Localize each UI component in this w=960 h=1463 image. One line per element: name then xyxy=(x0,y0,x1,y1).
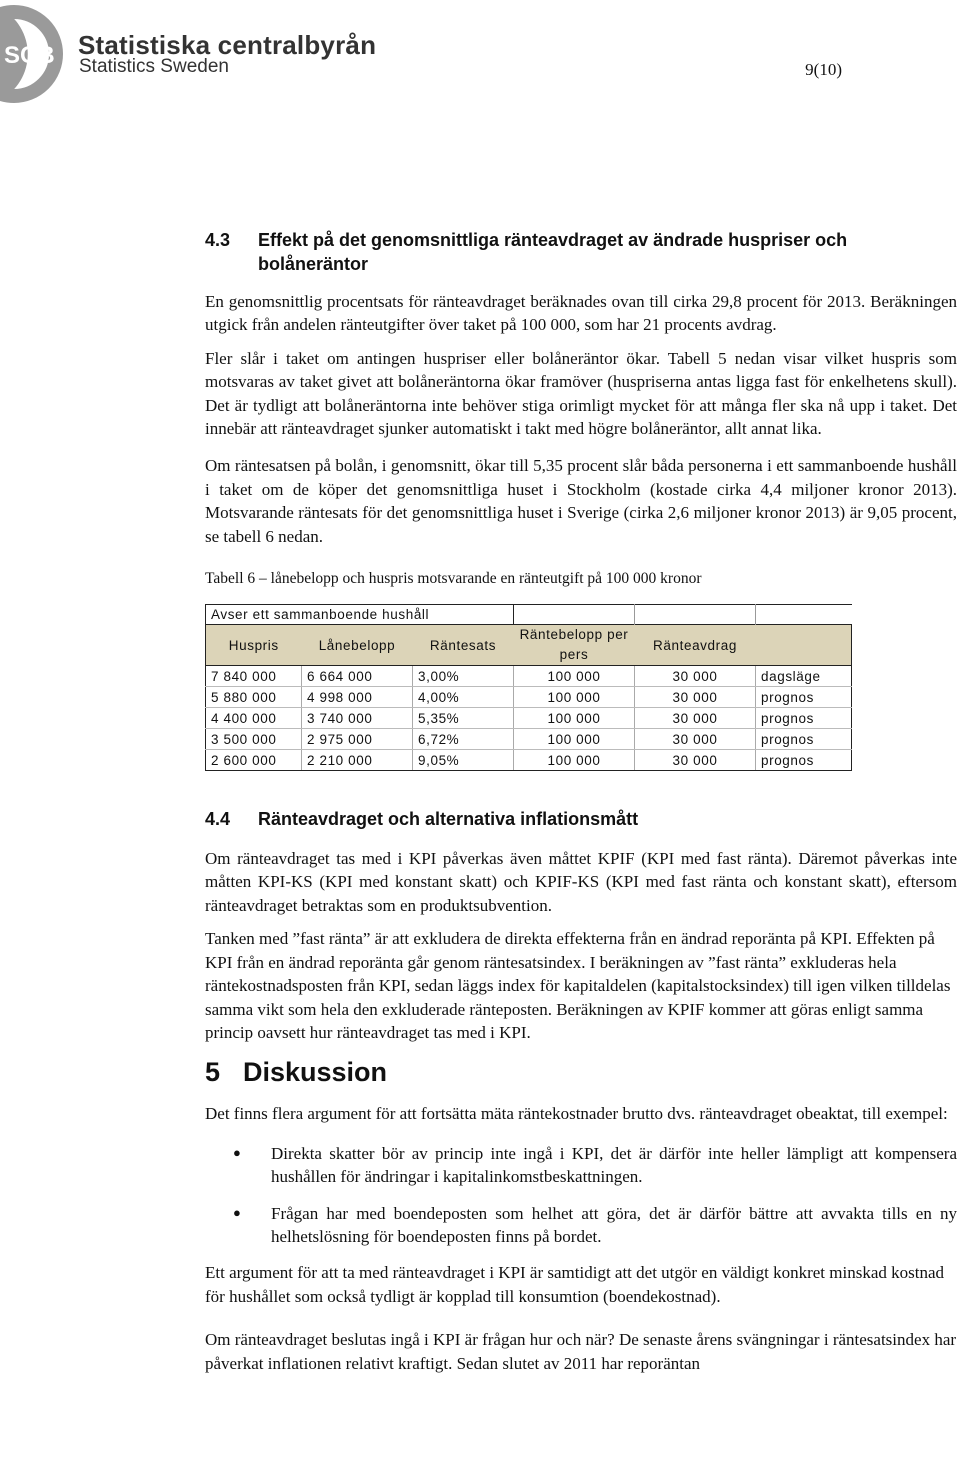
table-cell: 30 000 xyxy=(635,750,756,771)
table-cell: 5 880 000 xyxy=(206,687,302,708)
table-cell: 4 400 000 xyxy=(206,708,302,729)
page-number: 9(10) xyxy=(805,60,842,79)
table-cell: 2 600 000 xyxy=(206,750,302,771)
paragraph: Om ränteavdraget tas med i KPI påverkas även måttet KPIF (KPI med fast ränta). Däremot påverkas inte måtten KPI-KS (KPI med konstant skatt) och KPIF-KS (KPI med fast ränta och konstant skatt), eftersom ränteavdraget betraktas som en produktsubvention. xyxy=(205,849,957,915)
table-cell: prognos xyxy=(756,687,852,708)
paragraph: Om ränteavdraget beslutas ingå i KPI är frågan hur och när? De senaste årens svängningar i räntesatsindex har påverkat inflationen relativt kraftigt. Sedan slutet av 2011 har reporäntan xyxy=(205,1330,957,1373)
column-header: Ränteavdrag xyxy=(635,625,756,666)
table-row xyxy=(206,708,852,729)
section-heading-4-4 xyxy=(205,807,957,831)
paragraph: Ett argument för att ta med ränteavdraget i KPI är samtidigt att det utgör en väldigt konkret minskad kostnad för hushållet som också tydligt är kopplad till konsumtion (boendekostnad). xyxy=(205,1263,944,1306)
table-cell: prognos xyxy=(756,729,852,750)
table-cell: 2 210 000 xyxy=(302,750,413,771)
section-heading-5 xyxy=(205,1056,957,1088)
org-name: Statistiska centralbyrån xyxy=(78,30,377,60)
table-row xyxy=(206,666,852,687)
table-header-row xyxy=(206,625,852,666)
list-item xyxy=(205,1202,957,1249)
section-title: Diskussion xyxy=(243,1057,388,1088)
column-header: Lånebelopp xyxy=(302,625,413,666)
table-cell: 100 000 xyxy=(514,687,635,708)
section-number: 5 xyxy=(205,1057,221,1088)
column-header: Huspris xyxy=(206,625,302,666)
scb-logo xyxy=(0,0,420,110)
table-cell: 3 740 000 xyxy=(302,708,413,729)
section-number: 4.3 xyxy=(205,230,231,250)
table-cell: 100 000 xyxy=(514,666,635,687)
table-cell: 30 000 xyxy=(635,666,756,687)
paragraph: En genomsnittlig procentsats för ränteavdraget beräknades ovan till cirka 29,8 procent för 2013. Beräkningen utgick från andelen ränteutgifter över taket på 100 000, som har 21 procents avdrag. xyxy=(205,292,957,335)
table-cell: 2 975 000 xyxy=(302,729,413,750)
org-subtitle: Statistics Sweden xyxy=(79,56,229,77)
table-cell: 4 998 000 xyxy=(302,687,413,708)
column-header xyxy=(756,625,852,666)
table-cell xyxy=(756,605,852,625)
column-header: Räntesats xyxy=(413,625,514,666)
bullet-icon: ● xyxy=(233,1144,241,1160)
table-row xyxy=(206,729,852,750)
table-cell: prognos xyxy=(756,708,852,729)
paragraph: Om räntesatsen på bolån, i genomsnitt, ökar till 5,35 procent slår båda personerna i ett sammanboende hushåll i taket om de köper det genomsnittliga huset i Stockholm (kostade cirka 4,4 miljoner kronor 2013). Motsvarande räntesats för det genomsnittliga huset i Sverige (cirka 2,6 miljoner kronor 2013) är 9,05 procent, se tabell 6 nedan. xyxy=(205,456,957,546)
table-cell: 30 000 xyxy=(635,687,756,708)
table-cell: 7 840 000 xyxy=(206,666,302,687)
table-cell: 6 664 000 xyxy=(302,666,413,687)
paragraph: Fler slår i taket om antingen huspriser eller bolåneräntor ökar. Tabell 5 nedan visar vilket huspris som motsvaras av taket givet att bolåneräntorna ökar framöver (huspriserna antas ligga fast för enkelhetens skull). Det är tydligt att bolåneräntorna inte behöver stiga orimligt mycket för att många fler ska nå upp i taket. Det innebär att ränteavdraget sjunker automatiskt i takt med högre bolåneräntor, allt annat lika. xyxy=(205,348,957,439)
table-cell: 4,00% xyxy=(413,687,514,708)
table-cell xyxy=(514,605,635,625)
table-cell: 3 500 000 xyxy=(206,729,302,750)
table-group-row xyxy=(206,605,852,625)
group-label: Avser ett sammanboende hushåll xyxy=(206,605,514,625)
table-cell: dagsläge xyxy=(756,666,852,687)
section-heading-4-3 xyxy=(205,228,957,276)
table-cell: 100 000 xyxy=(514,729,635,750)
scb-logo-icon xyxy=(0,0,70,104)
table-caption: Tabell 6 – lånebelopp och huspris motsvarande en ränteutgift på 100 000 kronor xyxy=(205,570,702,588)
column-header: Räntebelopp per pers xyxy=(514,625,635,666)
section-title: Ränteavdraget och alternativa inflationsmått xyxy=(258,809,639,830)
table-cell: 30 000 xyxy=(635,729,756,750)
paragraph: Det finns flera argument för att fortsätta mäta räntekostnader brutto dvs. ränteavdraget obeaktat, till exempel: xyxy=(205,1104,948,1124)
table-cell: 30 000 xyxy=(635,708,756,729)
table-cell: 6,72% xyxy=(413,729,514,750)
list-item xyxy=(205,1142,957,1189)
table-cell: 9,05% xyxy=(413,750,514,771)
table-cell xyxy=(635,605,756,625)
svg-text:SCB: SCB xyxy=(4,42,55,69)
section-number: 4.4 xyxy=(205,809,231,830)
list-item-text: Frågan har med boendeposten som helhet att göra, det är därför bättre att avvakta tills en ny helhetslösning för boendeposten finns på bordet. xyxy=(271,1203,957,1246)
table-row xyxy=(206,750,852,771)
table-cell: 3,00% xyxy=(413,666,514,687)
table-6 xyxy=(205,604,852,771)
table-cell: 5,35% xyxy=(413,708,514,729)
list-item-text: Direkta skatter bör av princip inte ingå i KPI, det är därför inte heller lämpligt att kompensera hushållen för ändringar i kapitalinkomstbeskattningen. xyxy=(271,1143,957,1187)
section-title: Effekt på det genomsnittliga ränteavdraget av ändrade huspriser och bolåneräntor xyxy=(258,230,848,274)
bullet-icon: ● xyxy=(233,1204,241,1220)
bullet-list xyxy=(205,1142,957,1249)
paragraph: Tanken med ”fast ränta” är att exkludera de direkta effekterna från en ändrad reporänta på KPI. Effekten på KPI från en ändrad reporänta går genom räntesatsindex. I beräkningen av ”fast ränta” exkluderas hela räntekostnadsposten från KPI, sedan läggs index för kapitaldelen (kapitalstocksindex) till igen vilken tilldelas samma vikt som hela den exkluderade ränteposten. Beräkningen av KPIF kommer att göras enligt samma princip oavsett hur ränteavdraget tas med i KPI. xyxy=(205,929,951,1042)
table-cell: 100 000 xyxy=(514,708,635,729)
table-cell: 100 000 xyxy=(514,750,635,771)
table-cell: prognos xyxy=(756,750,852,771)
table-row xyxy=(206,687,852,708)
